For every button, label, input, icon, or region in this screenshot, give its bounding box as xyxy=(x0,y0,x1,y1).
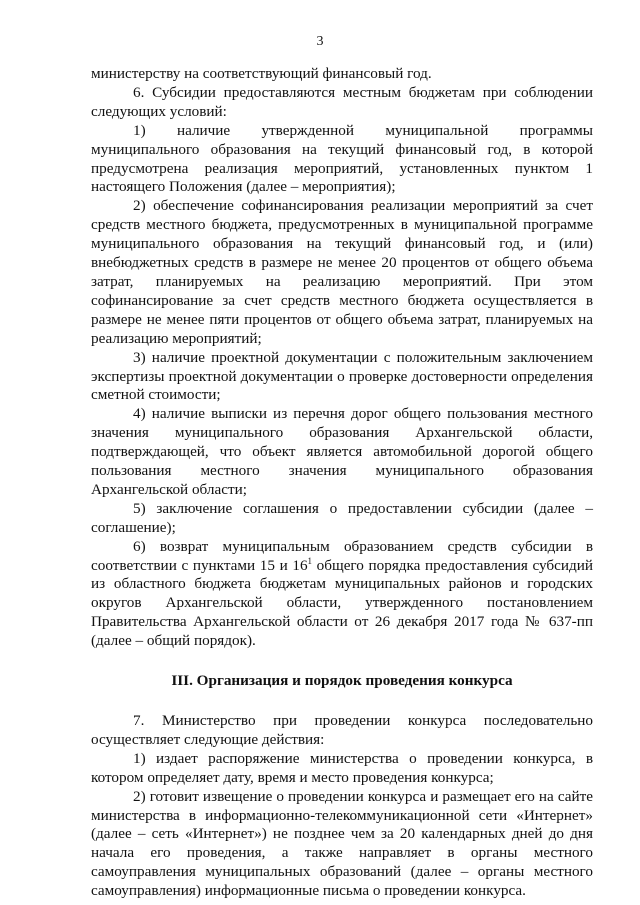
paragraph: министерству на соответствующий финансовый год. xyxy=(91,65,432,82)
paragraph: 7. Министерство при проведении конкурса последовательно осуществляет следующие действия: xyxy=(91,712,593,748)
paragraphs-before xyxy=(91,65,593,538)
paragraph: 4) наличие выписки из перечня дорог общего пользования местного значения муниципального образования Архангельской области, подтверждающей, что объект является автомобильной дорогой общего пользования местного значения муниципального образования Архангельской области; xyxy=(91,405,593,498)
paragraph: 1) издает распоряжение министерства о проведении конкурса, в котором определяет дату, время и место проведения конкурса; xyxy=(91,749,593,786)
paragraph: 6. Субсидии предоставляются местным бюджетам при соблюдении следующих условий: xyxy=(91,83,593,120)
paragraph-text: общего порядка предоставления субсидий из областного бюджета бюджетам муниципальных районов и городских округов Архангельской области, утвержденного постановлением Правительства Архангельской области от 26 декабря 2017 года № 637-пп (далее – общий порядок). xyxy=(91,556,593,650)
paragraph-condition-6 xyxy=(91,538,593,651)
superscript: 1 xyxy=(307,555,313,566)
page-number: 3 xyxy=(316,34,324,49)
section-heading: III. Организация и порядок проведения конкурса xyxy=(171,672,513,690)
paragraph-text: 6) возврат муниципальным образованием средств субсидии в соответствии с пунктами 15 и 16 xyxy=(91,537,593,574)
paragraphs-after xyxy=(91,712,593,901)
paragraph: 5) заключение соглашения о предоставлении субсидии (далее – соглашение); xyxy=(91,499,593,536)
paragraph: 2) готовит извещение о проведении конкурса и размещает его на сайте министерства в информационно-телекоммуникационной сети «Интернет» (далее – сеть «Интернет») не позднее чем за 20 календарных дней до дня начала его проведения, а также направляет в органы местного самоуправления муниципальных образований (далее – органы местного самоуправления) информационные письма о проведении конкурса. xyxy=(91,787,593,900)
paragraph: 2) обеспечение софинансирования реализации мероприятий за счет средств местного бюджета, предусмотренных в муниципальной программе муниципального образования на текущий финансовый год, и (или) внебюджетных средств в размере не менее 20 процентов от общего объема затрат, планируемых на реализацию мероприятий. При этом софинансирование за счет средств местного бюджета осуществляется в размере не менее пяти процентов от общего объема затрат, планируемых на реализацию мероприятий; xyxy=(91,197,593,347)
paragraph: 1) наличие утвержденной муниципальной программы муниципального образования на текущий финансовый год, в которой предусмотрена реализация мероприятий, установленных пунктом 1 настоящего Положения (далее – мероприятия); xyxy=(91,121,593,196)
paragraph: 3) наличие проектной документации с положительным заключением экспертизы проектной документации о проверке достоверности определения сметной стоимости; xyxy=(91,348,593,404)
document-body xyxy=(91,65,593,901)
